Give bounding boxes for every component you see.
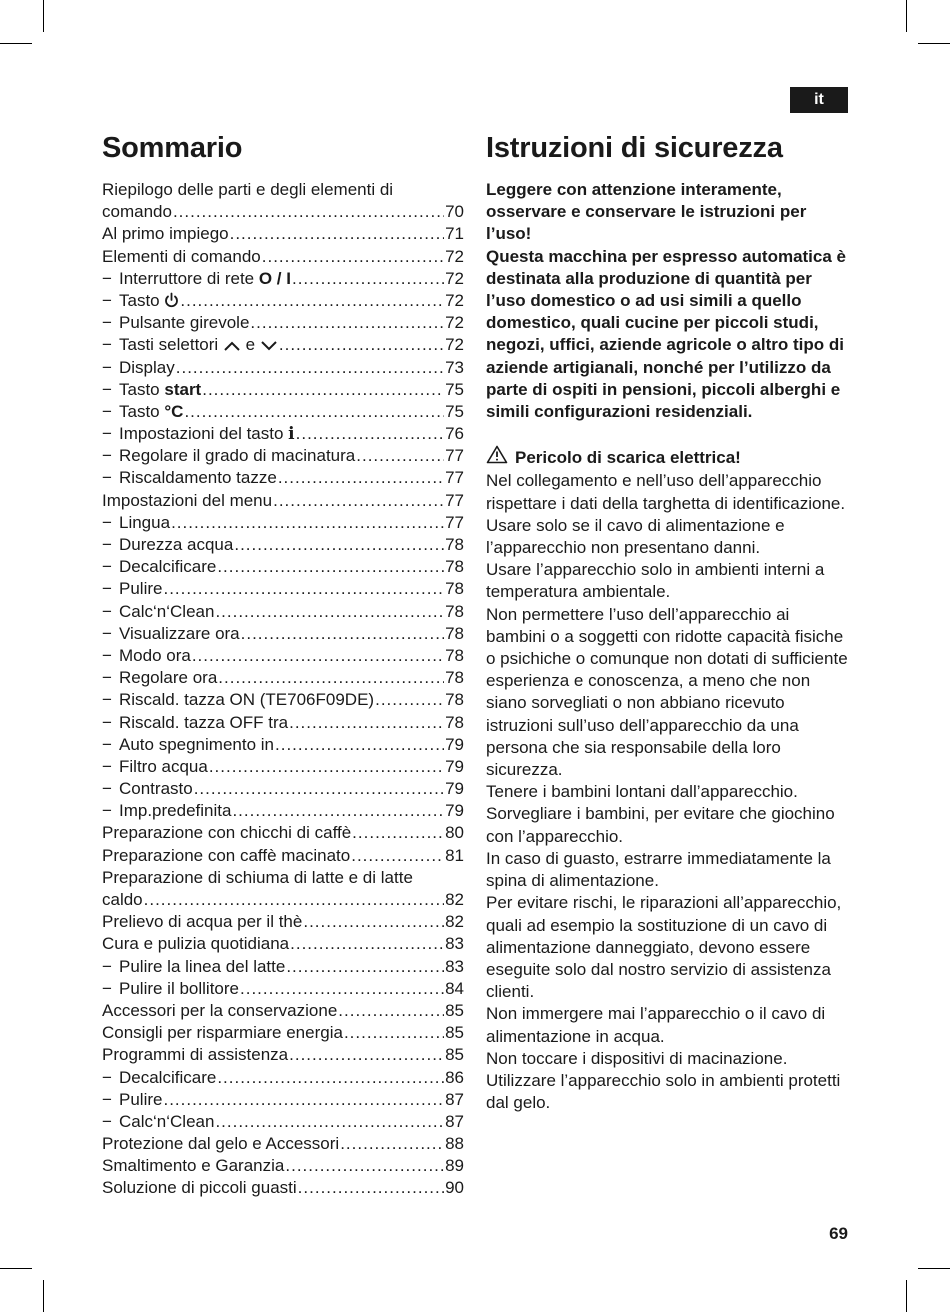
- start-key-label: start: [164, 379, 202, 399]
- language-tab: it: [790, 87, 848, 113]
- toc-entry[interactable]: − Riscald. tazza OFF tra ..... 78: [102, 712, 464, 734]
- toc-entry[interactable]: Al primo impiego ..... 71: [102, 223, 464, 245]
- toc-entry[interactable]: Consigli per risparmiare energia ..... 85: [102, 1022, 464, 1044]
- table-of-contents: [102, 179, 464, 1200]
- toc-entry[interactable]: − Interruttore di rete O / I ..... 72: [102, 268, 464, 290]
- crop-mark: [918, 1268, 950, 1269]
- safety-paragraph: Sorvegliare i bambini, per evitare che giochino con l’apparecchio.: [486, 804, 835, 846]
- toc-entry[interactable]: − Calc‘n‘Clean ..... 78: [102, 601, 464, 623]
- electric-shock-warning: Pericolo di scarica elettrica!: [486, 445, 848, 470]
- toc-entry[interactable]: − Decalcificare ..... 78: [102, 556, 464, 578]
- crop-mark: [906, 1280, 907, 1312]
- safety-paragraph: Nel collegamento e nell’uso dell’apparecchio rispettare i dati della targhetta di identificazione.: [486, 471, 846, 513]
- toc-entry[interactable]: − Riscaldamento tazze ..... 77: [102, 467, 464, 489]
- info-icon: i: [288, 424, 295, 445]
- toc-entry[interactable]: − Contrasto ..... 79: [102, 778, 464, 800]
- toc-entry[interactable]: Smaltimento e Garanzia ..... 89: [102, 1155, 464, 1177]
- safety-paragraph: Per evitare rischi, le riparazioni all’apparecchio, quali ad esempio la sostituzione di un cavo di alimentazione danneggiato, devono essere eseguite solo dal nostro servizio di assistenza clienti.: [486, 893, 842, 1002]
- safety-paragraph: Non permettere l’uso dell’apparecchio ai bambini o a soggetti con ridotte capacità fisiche o psichiche o comunque non dotati di sufficiente esperienza e conoscenza, a meno che non siano sorvegliati o non abbiano ricevuto istruzioni sull’uso dell’apparecchio da una persona che sia responsabile della loro sicurezza.: [486, 604, 848, 780]
- toc-entry[interactable]: − Lingua ..... 77: [102, 512, 464, 534]
- safety-paragraph: Utilizzare l’apparecchio solo in ambienti protetti dal gelo.: [486, 1070, 841, 1113]
- toc-entry[interactable]: Riepilogo delle parti e degli elementi di: [102, 180, 394, 199]
- toc-entry[interactable]: Protezione dal gelo e Accessori ..... 88: [102, 1133, 464, 1155]
- crop-mark: [918, 43, 950, 44]
- toc-entry[interactable]: Preparazione con caffè macinato ..... 81: [102, 845, 464, 867]
- toc-entry[interactable]: Preparazione di schiuma di latte e di latte: [102, 867, 413, 887]
- toc-entry[interactable]: − Tasti selettori e ..... 72: [102, 334, 464, 356]
- chevron-up-icon: [223, 336, 241, 358]
- toc-entry[interactable]: − Imp.predefinita ..... 79: [102, 800, 464, 822]
- toc-entry[interactable]: − Impostazioni del tasto i ..... 76: [102, 423, 464, 445]
- safety-paragraph: Usare l’apparecchio solo in ambienti interni a temperatura ambientale.: [486, 560, 825, 602]
- safety-paragraph: Usare solo se il cavo di alimentazione e l’apparecchio non presentano danni.: [486, 515, 785, 558]
- safety-intro-usage: Questa macchina per espresso automatica è destinata alla produzione di quantità per l’uso domestico o ad usi simili a quello domestico, quali cucine per piccoli studi, negozi, uffici, aziende agricole o altro tipo di aziende artigianali, nonché per l’utilizzo da parte di ospiti in pensioni, piccoli alberghi e simili configurazioni residenziali.: [486, 246, 846, 422]
- toc-entry[interactable]: − Pulsante girevole ..... 72: [102, 312, 464, 334]
- toc-entry[interactable]: − Modo ora ..... 78: [102, 645, 464, 667]
- toc-entry[interactable]: − Regolare ora ..... 78: [102, 667, 464, 689]
- toc-entry[interactable]: − Tasto start ..... 75: [102, 379, 464, 401]
- safety-title: Istruzioni di sicurezza: [486, 132, 783, 164]
- power-switch-symbol: O / I: [258, 268, 291, 288]
- safety-paragraph: In caso di guasto, estrarre immediatamente la spina di alimentazione.: [486, 848, 831, 891]
- toc-entry[interactable]: Programmi di assistenza ..... 85: [102, 1044, 464, 1066]
- toc-entry[interactable]: − Tasto °C ..... 75: [102, 401, 464, 423]
- toc-title: Sommario: [102, 132, 243, 164]
- toc-entry[interactable]: Preparazione con chicchi di caffè ..... 80: [102, 822, 464, 844]
- crop-mark: [43, 1280, 44, 1312]
- toc-entry[interactable]: − Tasto ..... 72: [102, 290, 464, 312]
- toc-entry[interactable]: − Display ..... 73: [102, 357, 464, 379]
- toc-entry[interactable]: − Visualizzare ora ..... 78: [102, 623, 464, 645]
- toc-entry[interactable]: Soluzione di piccoli guasti ..... 90: [102, 1177, 464, 1199]
- toc-entry[interactable]: Impostazioni del menu ..... 77: [102, 490, 464, 512]
- toc-entry[interactable]: − Durezza acqua ..... 78: [102, 534, 464, 556]
- crop-mark: [906, 0, 907, 32]
- toc-entry[interactable]: − Pulire il bollitore ..... 84: [102, 978, 464, 1000]
- toc-entry[interactable]: − Pulire la linea del latte ..... 83: [102, 956, 464, 978]
- crop-mark: [43, 0, 44, 32]
- chevron-down-icon: [260, 336, 278, 358]
- toc-entry[interactable]: − Riscald. tazza ON (TE706F09DE) ..... 78: [102, 689, 464, 711]
- toc-entry[interactable]: − Regolare il grado di macinatura ..... 77: [102, 445, 464, 467]
- page-number: 69: [829, 1224, 848, 1243]
- toc-entry[interactable]: − Pulire ..... 87: [102, 1089, 464, 1111]
- crop-mark: [0, 1268, 32, 1269]
- toc-entry[interactable]: − Filtro acqua ..... 79: [102, 756, 464, 778]
- toc-entry[interactable]: Cura e pulizia quotidiana ..... 83: [102, 933, 464, 955]
- toc-entry[interactable]: − Pulire ..... 78: [102, 578, 464, 600]
- toc-entry[interactable]: comando ..... 70: [102, 201, 464, 223]
- crop-mark: [0, 43, 32, 44]
- toc-entry[interactable]: caldo ..... 82: [102, 889, 464, 911]
- temperature-key-label: °C: [164, 401, 184, 421]
- power-icon: [164, 292, 179, 314]
- safety-section: [486, 179, 848, 1114]
- safety-paragraph: Tenere i bambini lontani dall’apparecchio.: [486, 782, 798, 802]
- toc-entry[interactable]: Elementi di comando ..... 72: [102, 246, 464, 268]
- toc-entry[interactable]: − Auto spegnimento in ..... 79: [102, 734, 464, 756]
- warning-triangle-icon: [486, 445, 508, 470]
- safety-paragraph: Non immergere mai l’apparecchio o il cavo di alimentazione in acqua.: [486, 1004, 826, 1046]
- toc-entry[interactable]: Prelievo di acqua per il thè ..... 82: [102, 911, 464, 933]
- safety-paragraph: Non toccare i dispositivi di macinazione.: [486, 1048, 788, 1068]
- toc-entry[interactable]: Accessori per la conservazione ..... 85: [102, 1000, 464, 1022]
- safety-intro-read: Leggere con attenzione interamente, osservare e conservare le istruzioni per l’uso!: [486, 180, 807, 244]
- toc-entry[interactable]: − Calc‘n‘Clean ..... 87: [102, 1111, 464, 1133]
- toc-entry[interactable]: − Decalcificare ..... 86: [102, 1067, 464, 1089]
